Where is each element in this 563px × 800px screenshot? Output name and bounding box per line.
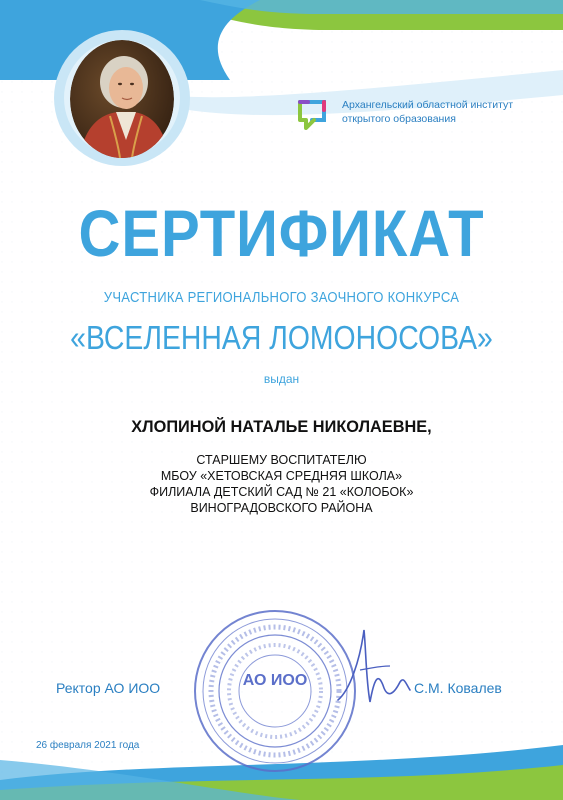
recipient-name: ХЛОПИНОЙ НАТАЛЬЕ НИКОЛАЕВНЕ,	[131, 417, 432, 436]
organization-name	[342, 98, 552, 126]
organization-name-line1: Архангельский областной институт	[342, 99, 514, 111]
lomonosov-portrait	[70, 40, 174, 158]
position-line-1: СТАРШЕМУ ВОСПИТАТЕЛЮ	[196, 453, 367, 467]
certificate-title: СЕРТИФИКАТ	[78, 196, 485, 270]
position-line-3: ФИЛИАЛА ДЕТСКИЙ САД № 21 «КОЛОБОК»	[149, 485, 414, 499]
contest-name: «ВСЕЛЕННАЯ ЛОМОНОСОВА»	[70, 319, 493, 356]
issued-label: выдан	[263, 372, 300, 386]
handwritten-signature	[330, 620, 440, 720]
issue-date: 26 февраля 2021 года	[36, 740, 140, 751]
organization-name-line2: открытого образования	[342, 113, 456, 125]
speech-bubble-logo-icon	[294, 96, 330, 134]
stamp-center-text: АО ИОО	[242, 672, 308, 689]
signer-name: С.М. Ковалев	[414, 680, 502, 696]
rector-label: Ректор АО ИОО	[56, 680, 161, 696]
position-line-2: МБОУ «ХЕТОВСКАЯ СРЕДНЯЯ ШКОЛА»	[160, 469, 403, 483]
certificate-subtitle: УЧАСТНИКА РЕГИОНАЛЬНОГО ЗАОЧНОГО КОНКУРСА	[103, 290, 460, 306]
position-line-4: ВИНОГРАДОВСКОГО РАЙОНА	[190, 501, 373, 515]
